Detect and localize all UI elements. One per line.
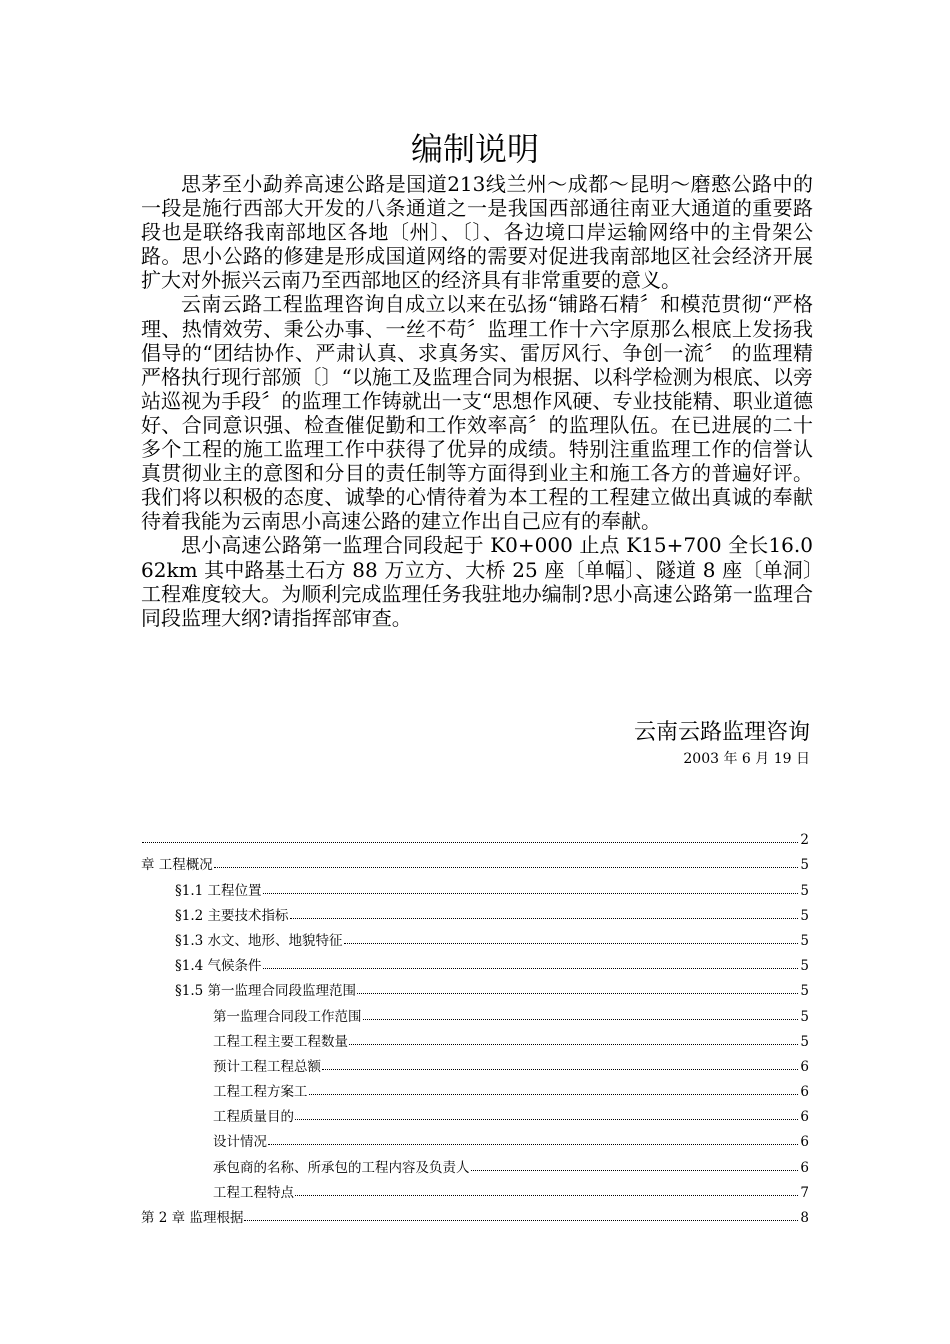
toc-entry-label: 工程工程特点 [213, 1184, 294, 1201]
toc-leader [263, 893, 799, 894]
toc-leader [263, 968, 799, 969]
toc-entry-label: 预计工程工程总额 [213, 1058, 321, 1075]
table-of-contents [141, 823, 809, 1226]
toc-entry-label: §1.4 气候条件 [175, 958, 262, 975]
toc-leader [214, 867, 799, 868]
toc-entry-label: §1.1 工程位置 [175, 882, 262, 899]
toc-entry[interactable] [141, 1201, 809, 1226]
toc-leader [471, 1170, 799, 1171]
toc-entry[interactable] [141, 999, 809, 1024]
toc-entry-label: 工程工程主要工程数量 [213, 1033, 348, 1050]
page-title: 编制说明 [410, 130, 539, 168]
toc-entry-label: §1.5 第一监理合同段监理范围 [175, 983, 357, 1000]
toc-entry[interactable] [141, 1025, 809, 1050]
toc-entry-page: 7 [800, 1184, 809, 1201]
toc-leader [309, 1094, 799, 1095]
toc-entry-label: 设计情况 [213, 1134, 267, 1151]
toc-entry-page: 5 [800, 932, 809, 949]
toc-entry-page: 5 [800, 1008, 809, 1025]
toc-entry[interactable] [141, 924, 809, 949]
toc-entry[interactable] [141, 899, 809, 924]
toc-leader [142, 842, 798, 843]
toc-entry-label: 第 2 章 监理根据 [141, 1210, 244, 1226]
toc-leader [357, 993, 798, 994]
toc-leader [349, 1044, 798, 1045]
toc-entry-label: 章 工程概况 [141, 857, 213, 874]
toc-entry-label: 工程质量目的 [213, 1109, 294, 1126]
toc-leader [344, 943, 799, 944]
toc-entry-page: 6 [800, 1159, 809, 1176]
toc-entry[interactable] [141, 1125, 809, 1150]
toc-entry-page: 5 [800, 1033, 809, 1050]
toc-entry[interactable] [141, 1100, 809, 1125]
toc-entry-page: 5 [800, 882, 809, 899]
paragraph-3: 思小高速公路第一监理合同段起于 K0+000 止点 K15+700 全长16.062km 其中路基土石方 88 万立方、大桥 25 座〔单幅〕、隧道 8 座〔单洞〕工程难度较大。为顺利完成监理任务我驻地办编制?思小高速公路第一监理合同段监理大纲?请指挥部审查。 [141, 533, 813, 630]
toc-leader [290, 918, 799, 919]
toc-entry[interactable] [141, 848, 809, 873]
toc-entry[interactable] [141, 1176, 809, 1201]
paragraph-1: 思茅至小勐养高速公路是国道213线兰州～成都～昆明～磨憨公路中的一段是施行西部大开发的八条通道之一是我国西部通往南亚大通道的重要路段也是联络我南部地区各地〔州〕、〔〕、各边境口岸运输网络中的主骨架公路。思小公路的修建是形成国道网络的需要对促进我南部地区社会经济开展扩大对外振兴云南乃至西部地区的经济具有非常重要的意义。 [141, 172, 813, 293]
toc-entry[interactable] [141, 1150, 809, 1175]
toc-entry[interactable] [141, 949, 809, 974]
signature: 云南云路监理咨询 [633, 720, 810, 745]
toc-entry-page: 6 [800, 1084, 809, 1101]
toc-entry-page: 2 [800, 832, 809, 849]
toc-leader [268, 1144, 798, 1145]
toc-entry-page: 6 [800, 1134, 809, 1151]
date: 2003 年 6 月 19 日 [683, 751, 810, 767]
toc-entry-page: 5 [800, 958, 809, 975]
toc-leader [295, 1195, 798, 1196]
toc-leader [322, 1069, 798, 1070]
toc-entry-page: 8 [800, 1210, 809, 1226]
toc-entry-label: §1.3 水文、地形、地貌特征 [175, 932, 343, 949]
toc-entry-page: 5 [800, 983, 809, 1000]
toc-entry-label: 工程工程方案工 [213, 1084, 308, 1101]
paragraph-2: 云南云路工程监理咨询自成立以来在弘扬“铺路石精〞和模范贯彻“严格理、热情效劳、秉公办事、一丝不苟〞监理工作十六字原那么根底上发扬我倡导的“团结协作、严肃认真、求真务实、雷厉风行、争创一流〞 的监理精严格执行现行部颁〔〕“以施工及监理合同为根据、以科学检测为根底、以旁站巡视为手段〞的监理工作铸就出一支“思想作风硬、专业技能精、职业道德好、合同意识强、检查催促勤和工作效率高〞的监理队伍。在已进展的二十多个工程的施工监理工作中获得了优异的成绩。特别注重监理工作的信誉认真贯彻业主的意图和分目的责任制等方面得到业主和施工各方的普遍好评。我们将以积极的态度、诚挚的心情待着为本工程的工程建立做出真诚的奉献待着我能为云南思小高速公路的建立作出自己应有的奉献。 [141, 292, 813, 534]
toc-leader [363, 1019, 799, 1020]
toc-entry[interactable] [141, 873, 809, 898]
toc-entry-page: 6 [800, 1058, 809, 1075]
toc-entry[interactable] [141, 1050, 809, 1075]
toc-entry[interactable] [141, 974, 809, 999]
toc-entry-page: 6 [800, 1109, 809, 1126]
toc-entry-page: 5 [800, 857, 809, 874]
toc-entry[interactable] [141, 1075, 809, 1100]
toc-entry-label: §1.2 主要技术指标 [175, 907, 289, 924]
toc-entry[interactable] [141, 823, 809, 848]
toc-entry-page: 5 [800, 907, 809, 924]
toc-entry-label: 承包商的名称、所承包的工程内容及负责人 [213, 1159, 470, 1176]
body-text [141, 172, 813, 630]
toc-entry-label: 第一监理合同段工作范围 [213, 1008, 362, 1025]
toc-leader [295, 1119, 798, 1120]
toc-leader [244, 1220, 798, 1221]
